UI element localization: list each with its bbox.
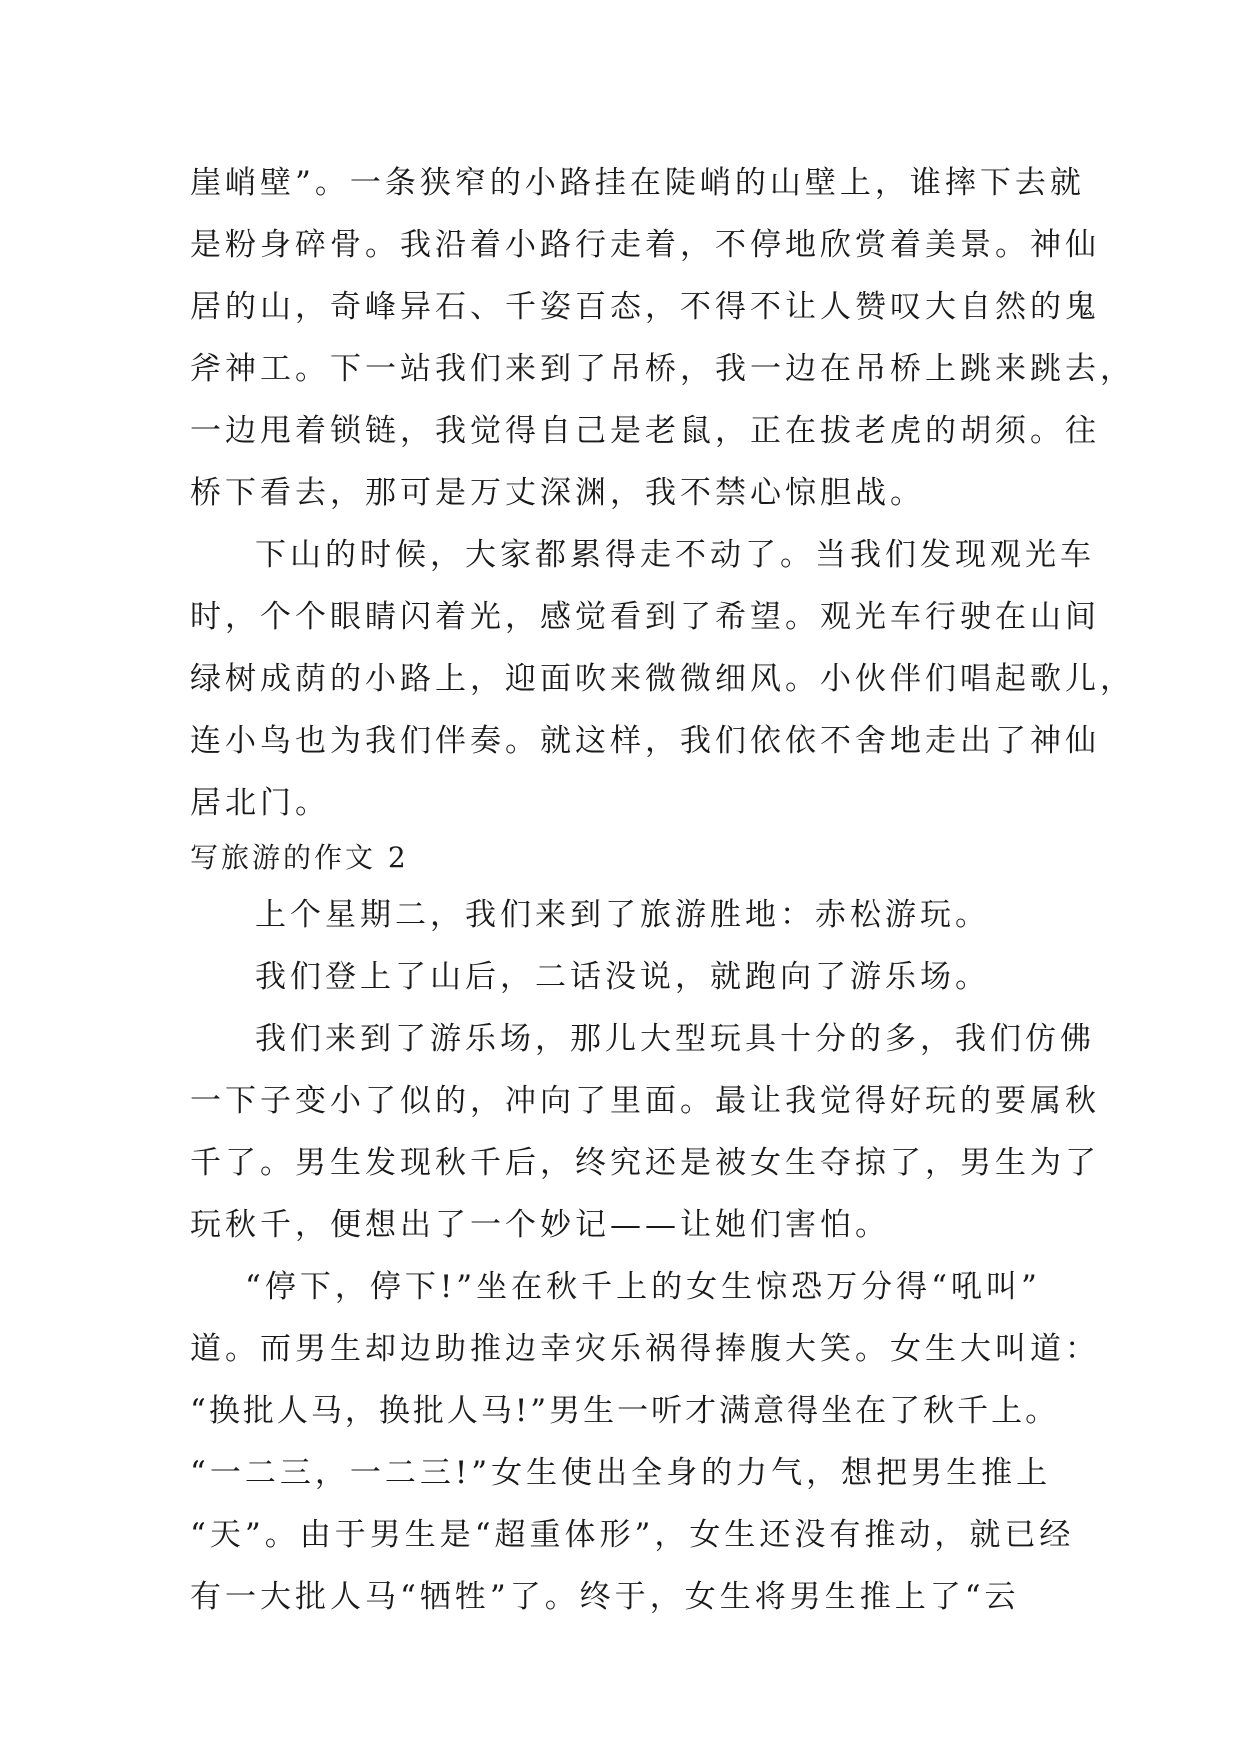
text-line: 居的山，奇峰异石、千姿百态，不得不让人赞叹大自然的鬼 xyxy=(190,289,1100,325)
text-line: 绿树成荫的小路上，迎面吹来微微细风。小伙伴们唱起歌儿， xyxy=(190,661,1135,697)
text-line: 千了。男生发现秋千后，终究还是被女生夺掠了，男生为了 xyxy=(190,1145,1100,1181)
text-line: 桥下看去，那可是万丈深渊，我不禁心惊胆战。 xyxy=(190,475,925,511)
text-line: 居北门。 xyxy=(190,785,330,821)
text-line: 我们登上了山后，二话没说，就跑向了游乐场。 xyxy=(255,959,990,995)
text-line: 有一大批人马“牺牲”了。终于，女生将男生推上了“云 xyxy=(190,1579,1020,1615)
text-line: “换批人马，换批人马!”男生一听才满意得坐在了秋千上。 xyxy=(190,1393,1060,1429)
text-line: “一二三，一二三!”女生使出全身的力气，想把男生推上 xyxy=(190,1455,1052,1491)
section-heading: 写旅游的作文 2 xyxy=(190,841,409,874)
text-line: 我们来到了游乐场，那儿大型玩具十分的多，我们仿佛 xyxy=(255,1021,1095,1057)
text-line: 连小鸟也为我们伴奏。就这样，我们依依不舍地走出了神仙 xyxy=(190,723,1100,759)
text-line: 一边甩着锁链，我觉得自己是老鼠，正在拔老虎的胡须。往 xyxy=(190,413,1100,449)
text-line: 下山的时候，大家都累得走不动了。当我们发现观光车 xyxy=(255,537,1095,573)
text-line: 是粉身碎骨。我沿着小路行走着，不停地欣赏着美景。神仙 xyxy=(190,227,1100,263)
text-line: 时，个个眼睛闪着光，感觉看到了希望。观光车行驶在山间 xyxy=(190,599,1100,635)
text-line: 崖峭壁”。一条狭窄的小路挂在陡峭的山壁上，谁摔下去就 xyxy=(190,165,1085,201)
text-line: 斧神工。下一站我们来到了吊桥，我一边在吊桥上跳来跳去， xyxy=(190,351,1135,387)
text-line: “天”。由于男生是“超重体形”，女生还没有推动，就已经 xyxy=(190,1517,1075,1553)
text-line: 玩秋千，便想出了一个妙记——让她们害怕。 xyxy=(190,1207,890,1243)
text-line: “停下，停下!”坐在秋千上的女生惊恐万分得“吼叫” xyxy=(245,1269,1041,1305)
text-line: 上个星期二，我们来到了旅游胜地：赤松游玩。 xyxy=(255,897,990,933)
text-line: 一下子变小了似的，冲向了里面。最让我觉得好玩的要属秋 xyxy=(190,1083,1100,1119)
text-line: 道。而男生却边助推边幸灾乐祸得捧腹大笑。女生大叫道： xyxy=(190,1331,1100,1367)
